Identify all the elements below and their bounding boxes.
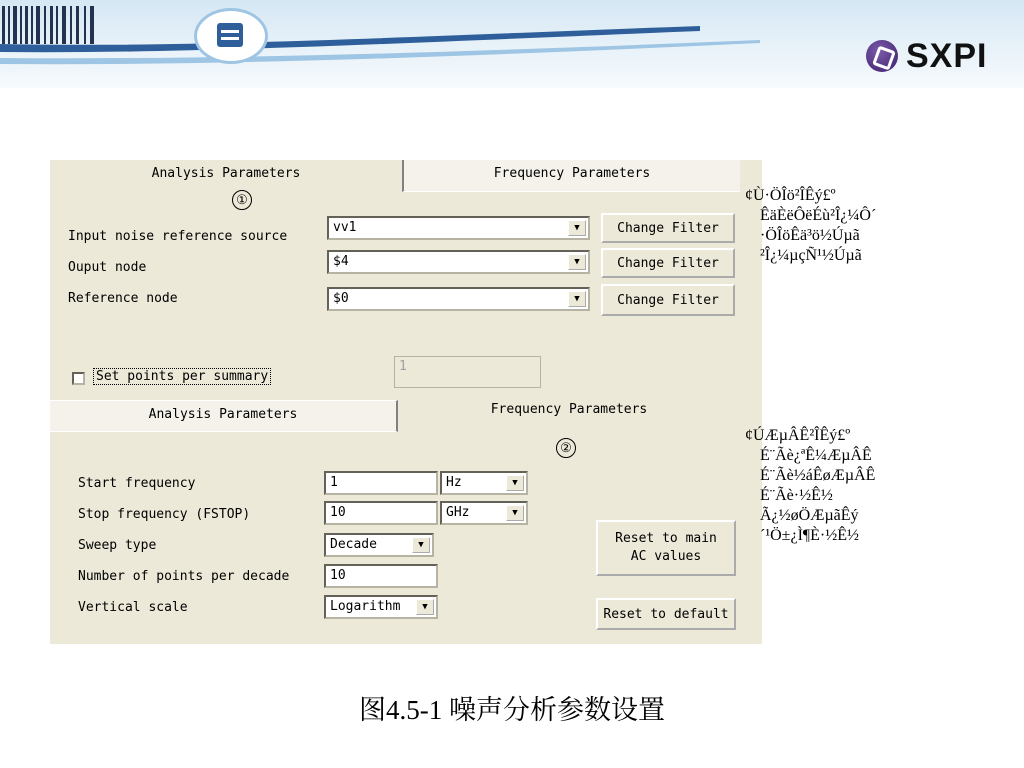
chevron-down-icon[interactable]: ▼ — [568, 220, 586, 236]
stop-frequency-field[interactable]: 10 — [324, 501, 438, 525]
sweep-type-value: Decade — [330, 537, 377, 552]
tab-analysis-parameters-2[interactable]: Analysis Parameters — [50, 400, 398, 432]
top-tab-bar — [50, 160, 740, 192]
vertical-scale-select[interactable] — [324, 595, 438, 619]
note2-line: ¢ÚÆµÂÊ²ÎÊý£º — [745, 427, 851, 444]
chip-emblem-icon — [194, 8, 268, 64]
reference-node-label: Reference node — [68, 291, 178, 306]
note1-line: ÊäÈëÔëÉù²Î¿¼Ô´ — [760, 207, 877, 224]
start-frequency-field[interactable]: 1 — [324, 471, 438, 495]
chevron-down-icon[interactable]: ▼ — [506, 505, 524, 521]
change-filter-button-2[interactable]: Change Filter — [601, 248, 735, 278]
sweep-type-label: Sweep type — [78, 538, 157, 553]
input-noise-source-select[interactable] — [327, 216, 590, 240]
set-points-checkbox[interactable] — [72, 372, 85, 385]
stop-frequency-label: Stop frequency (FSTOP) — [78, 507, 251, 522]
input-noise-source-value: vv1 — [333, 220, 357, 235]
tab-frequency-parameters[interactable]: Frequency Parameters — [402, 160, 740, 192]
reset-to-main-label-line2: AC values — [630, 549, 702, 564]
analysis-notes — [745, 186, 876, 266]
reference-node-value: $0 — [333, 291, 349, 306]
reset-to-main-label-line1: Reset to main — [615, 531, 717, 546]
noise-analysis-dialog — [50, 160, 762, 644]
change-filter-button-3[interactable]: Change Filter — [601, 284, 735, 316]
vertical-scale-value: Logarithm — [330, 599, 401, 614]
output-node-select[interactable] — [327, 250, 590, 274]
figure-caption: 图4.5-1 噪声分析参数设置 — [359, 695, 665, 725]
note2-line: É¨Ãè¿ªÊ¼ÆµÂÊ — [760, 447, 872, 464]
chevron-down-icon[interactable]: ▼ — [568, 254, 586, 270]
chevron-down-icon[interactable]: ▼ — [506, 475, 524, 491]
points-per-decade-field[interactable]: 10 — [324, 564, 438, 588]
change-filter-button-1[interactable]: Change Filter — [601, 213, 735, 243]
stop-frequency-unit-select[interactable] — [440, 501, 528, 525]
logo-mark-icon — [866, 40, 898, 72]
output-node-value: $4 — [333, 254, 349, 269]
start-frequency-label: Start frequency — [78, 476, 196, 491]
points-per-decade-label: Number of points per decade — [78, 569, 290, 584]
note1-line: ²Î¿¼µçÑ¹½Úµã — [760, 247, 862, 264]
frequency-notes — [745, 426, 875, 546]
marker-two: ② — [556, 438, 576, 458]
note2-line: É¨Ãè·½Ê½ — [760, 487, 833, 504]
note1-line: ¢Ù·ÖÎö²ÎÊý£º — [745, 187, 836, 204]
sweep-type-select[interactable] — [324, 533, 434, 557]
marker-one: ① — [232, 190, 252, 210]
input-noise-source-label: Input noise reference source — [68, 229, 288, 244]
set-points-label[interactable]: Set points per summary — [93, 368, 271, 385]
chevron-down-icon[interactable]: ▼ — [412, 537, 430, 553]
reset-to-main-ac-button[interactable] — [596, 520, 736, 576]
start-frequency-unit-select[interactable] — [440, 471, 528, 495]
header-banner — [0, 0, 1024, 88]
chevron-down-icon[interactable]: ▼ — [568, 291, 586, 307]
points-per-summary-field[interactable]: 1 — [394, 356, 541, 388]
note2-line: Ã¿½øÖÆµãÊý — [760, 507, 859, 524]
stop-frequency-unit-value: GHz — [446, 505, 470, 520]
tab-frequency-parameters-2[interactable]: Frequency Parameters — [398, 400, 740, 432]
chevron-down-icon[interactable]: ▼ — [416, 599, 434, 615]
note2-line: É¨Ãè½áÊøÆµÂÊ — [760, 467, 876, 484]
vertical-scale-label: Vertical scale — [78, 600, 188, 615]
note1-line: ·ÖÎöÊä³ö½Úµã — [760, 227, 860, 244]
bottom-tab-bar — [50, 400, 740, 432]
logo-text: SXPI — [906, 37, 988, 75]
output-node-label: Ouput node — [68, 260, 147, 275]
note2-line: ´¹Ö±¿Ì¶È·½Ê½ — [760, 527, 860, 544]
reference-node-select[interactable] — [327, 287, 590, 311]
reset-to-default-button[interactable]: Reset to default — [596, 598, 736, 630]
start-frequency-unit-value: Hz — [446, 475, 462, 490]
tab-analysis-parameters[interactable]: Analysis Parameters — [50, 160, 402, 192]
